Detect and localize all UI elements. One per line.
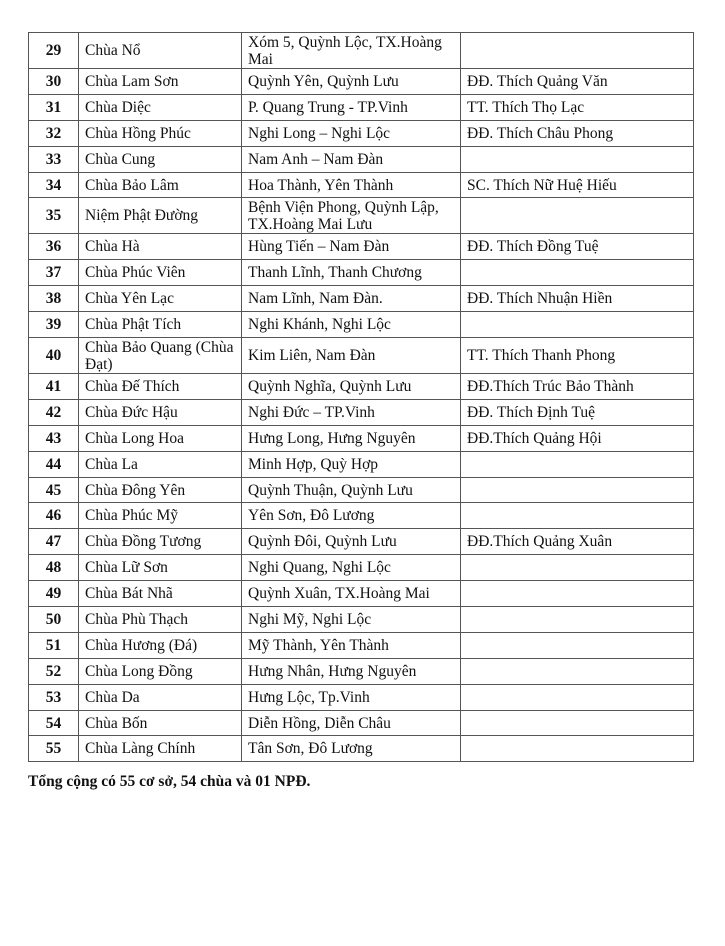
temple-address: Nghi Mỹ, Nghi Lộc — [242, 607, 461, 633]
row-number: 53 — [29, 684, 79, 710]
temple-abbot: ĐĐ.Thích Quảng Hội — [461, 425, 694, 451]
temple-address: P. Quang Trung - TP.Vinh — [242, 94, 461, 120]
temple-address: Hưng Long, Hưng Nguyên — [242, 425, 461, 451]
row-number: 51 — [29, 632, 79, 658]
table-row — [29, 451, 694, 477]
temple-name: Chùa Phù Thạch — [79, 607, 242, 633]
temple-abbot — [461, 146, 694, 172]
temple-address: Hưng Lộc, Tp.Vinh — [242, 684, 461, 710]
temple-address: Nghi Long – Nghi Lộc — [242, 120, 461, 146]
temple-name: Chùa Yên Lạc — [79, 286, 242, 312]
temple-table — [28, 32, 694, 762]
temple-abbot — [461, 632, 694, 658]
temple-name: Chùa Hương (Đá) — [79, 632, 242, 658]
temple-address: Nghi Quang, Nghi Lộc — [242, 555, 461, 581]
temple-name: Chùa Phật Tích — [79, 312, 242, 338]
temple-abbot — [461, 736, 694, 762]
table-row — [29, 69, 694, 95]
temple-address: Xóm 5, Quỳnh Lộc, TX.Hoàng Mai — [242, 33, 461, 69]
row-number: 38 — [29, 286, 79, 312]
temple-abbot — [461, 555, 694, 581]
table-row — [29, 374, 694, 400]
temple-abbot: SC. Thích Nữ Huệ Hiếu — [461, 172, 694, 198]
temple-address: Nam Lĩnh, Nam Đàn. — [242, 286, 461, 312]
temple-name: Chùa La — [79, 451, 242, 477]
table-row — [29, 529, 694, 555]
table-row — [29, 120, 694, 146]
temple-name: Chùa Phúc Mỹ — [79, 503, 242, 529]
temple-name: Chùa Bốn — [79, 710, 242, 736]
temple-name: Chùa Lữ Sơn — [79, 555, 242, 581]
table-row — [29, 658, 694, 684]
temple-address: Thanh Lĩnh, Thanh Chương — [242, 260, 461, 286]
temple-abbot — [461, 33, 694, 69]
row-number: 52 — [29, 658, 79, 684]
row-number: 34 — [29, 172, 79, 198]
table-row — [29, 503, 694, 529]
table-row — [29, 338, 694, 374]
temple-abbot — [461, 607, 694, 633]
temple-abbot — [461, 684, 694, 710]
temple-abbot — [461, 477, 694, 503]
table-row — [29, 94, 694, 120]
table-row — [29, 234, 694, 260]
row-number: 48 — [29, 555, 79, 581]
temple-name: Chùa Long Đồng — [79, 658, 242, 684]
table-row — [29, 632, 694, 658]
table-row — [29, 33, 694, 69]
row-number: 47 — [29, 529, 79, 555]
temple-abbot — [461, 503, 694, 529]
temple-abbot — [461, 260, 694, 286]
temple-abbot: ĐĐ. Thích Châu Phong — [461, 120, 694, 146]
table-row — [29, 425, 694, 451]
temple-address: Quỳnh Yên, Quỳnh Lưu — [242, 69, 461, 95]
row-number: 37 — [29, 260, 79, 286]
temple-name: Chùa Da — [79, 684, 242, 710]
row-number: 40 — [29, 338, 79, 374]
temple-abbot — [461, 451, 694, 477]
temple-address: Tân Sơn, Đô Lương — [242, 736, 461, 762]
summary-total: Tổng cộng có 55 cơ sở, 54 chùa và 01 NPĐ. — [28, 773, 311, 790]
temple-abbot — [461, 658, 694, 684]
temple-abbot: ĐĐ.Thích Quảng Xuân — [461, 529, 694, 555]
temple-name: Chùa Bảo Quang (Chùa Đạt) — [79, 338, 242, 374]
row-number: 31 — [29, 94, 79, 120]
temple-address: Diễn Hồng, Diễn Châu — [242, 710, 461, 736]
temple-address: Bệnh Viện Phong, Quỳnh Lập, TX.Hoàng Mai Lưu — [242, 198, 461, 234]
temple-name: Chùa Hà — [79, 234, 242, 260]
row-number: 32 — [29, 120, 79, 146]
row-number: 36 — [29, 234, 79, 260]
temple-address: Nghi Đức – TP.Vinh — [242, 399, 461, 425]
temple-address: Nam Anh – Nam Đàn — [242, 146, 461, 172]
temple-name: Chùa Hồng Phúc — [79, 120, 242, 146]
temple-name: Chùa Đồng Tương — [79, 529, 242, 555]
temple-table-body — [29, 33, 694, 762]
temple-abbot: ĐĐ. Thích Nhuận Hiền — [461, 286, 694, 312]
row-number: 43 — [29, 425, 79, 451]
temple-address: Hoa Thành, Yên Thành — [242, 172, 461, 198]
row-number: 30 — [29, 69, 79, 95]
row-number: 42 — [29, 399, 79, 425]
temple-abbot — [461, 198, 694, 234]
temple-address: Quỳnh Thuận, Quỳnh Lưu — [242, 477, 461, 503]
temple-abbot: TT. Thích Thanh Phong — [461, 338, 694, 374]
temple-address: Minh Hợp, Quỳ Hợp — [242, 451, 461, 477]
temple-abbot — [461, 710, 694, 736]
temple-abbot: ĐĐ. Thích Đồng Tuệ — [461, 234, 694, 260]
temple-name: Chùa Bát Nhã — [79, 581, 242, 607]
temple-name: Chùa Phúc Viên — [79, 260, 242, 286]
temple-name: Chùa Làng Chính — [79, 736, 242, 762]
temple-address: Kim Liên, Nam Đàn — [242, 338, 461, 374]
temple-name: Chùa Lam Sơn — [79, 69, 242, 95]
temple-name: Chùa Đức Hậu — [79, 399, 242, 425]
table-row — [29, 581, 694, 607]
temple-name: Chùa Diệc — [79, 94, 242, 120]
row-number: 35 — [29, 198, 79, 234]
temple-address: Quỳnh Nghĩa, Quỳnh Lưu — [242, 374, 461, 400]
temple-name: Niệm Phật Đường — [79, 198, 242, 234]
row-number: 55 — [29, 736, 79, 762]
temple-address: Hùng Tiến – Nam Đàn — [242, 234, 461, 260]
row-number: 54 — [29, 710, 79, 736]
temple-name: Chùa Đông Yên — [79, 477, 242, 503]
temple-name: Chùa Long Hoa — [79, 425, 242, 451]
table-row — [29, 710, 694, 736]
table-row — [29, 260, 694, 286]
row-number: 50 — [29, 607, 79, 633]
temple-address: Yên Sơn, Đô Lương — [242, 503, 461, 529]
temple-address: Nghi Khánh, Nghi Lộc — [242, 312, 461, 338]
table-row — [29, 172, 694, 198]
row-number: 41 — [29, 374, 79, 400]
row-number: 33 — [29, 146, 79, 172]
table-row — [29, 198, 694, 234]
temple-abbot: ĐĐ. Thích Định Tuệ — [461, 399, 694, 425]
temple-address: Quỳnh Xuân, TX.Hoàng Mai — [242, 581, 461, 607]
table-row — [29, 312, 694, 338]
temple-name: Chùa Bảo Lâm — [79, 172, 242, 198]
table-row — [29, 146, 694, 172]
row-number: 29 — [29, 33, 79, 69]
table-row — [29, 555, 694, 581]
row-number: 44 — [29, 451, 79, 477]
row-number: 49 — [29, 581, 79, 607]
temple-address: Quỳnh Đôi, Quỳnh Lưu — [242, 529, 461, 555]
row-number: 39 — [29, 312, 79, 338]
temple-abbot: ĐĐ. Thích Quảng Văn — [461, 69, 694, 95]
temple-name: Chùa Nổ — [79, 33, 242, 69]
table-row — [29, 684, 694, 710]
row-number: 45 — [29, 477, 79, 503]
temple-address: Mỹ Thành, Yên Thành — [242, 632, 461, 658]
table-row — [29, 736, 694, 762]
temple-abbot — [461, 581, 694, 607]
table-row — [29, 286, 694, 312]
temple-abbot: ĐĐ.Thích Trúc Bảo Thành — [461, 374, 694, 400]
temple-abbot: TT. Thích Thọ Lạc — [461, 94, 694, 120]
table-row — [29, 477, 694, 503]
temple-address: Hưng Nhân, Hưng Nguyên — [242, 658, 461, 684]
temple-abbot — [461, 312, 694, 338]
table-row — [29, 399, 694, 425]
temple-name: Chùa Cung — [79, 146, 242, 172]
table-row — [29, 607, 694, 633]
row-number: 46 — [29, 503, 79, 529]
temple-name: Chùa Đế Thích — [79, 374, 242, 400]
